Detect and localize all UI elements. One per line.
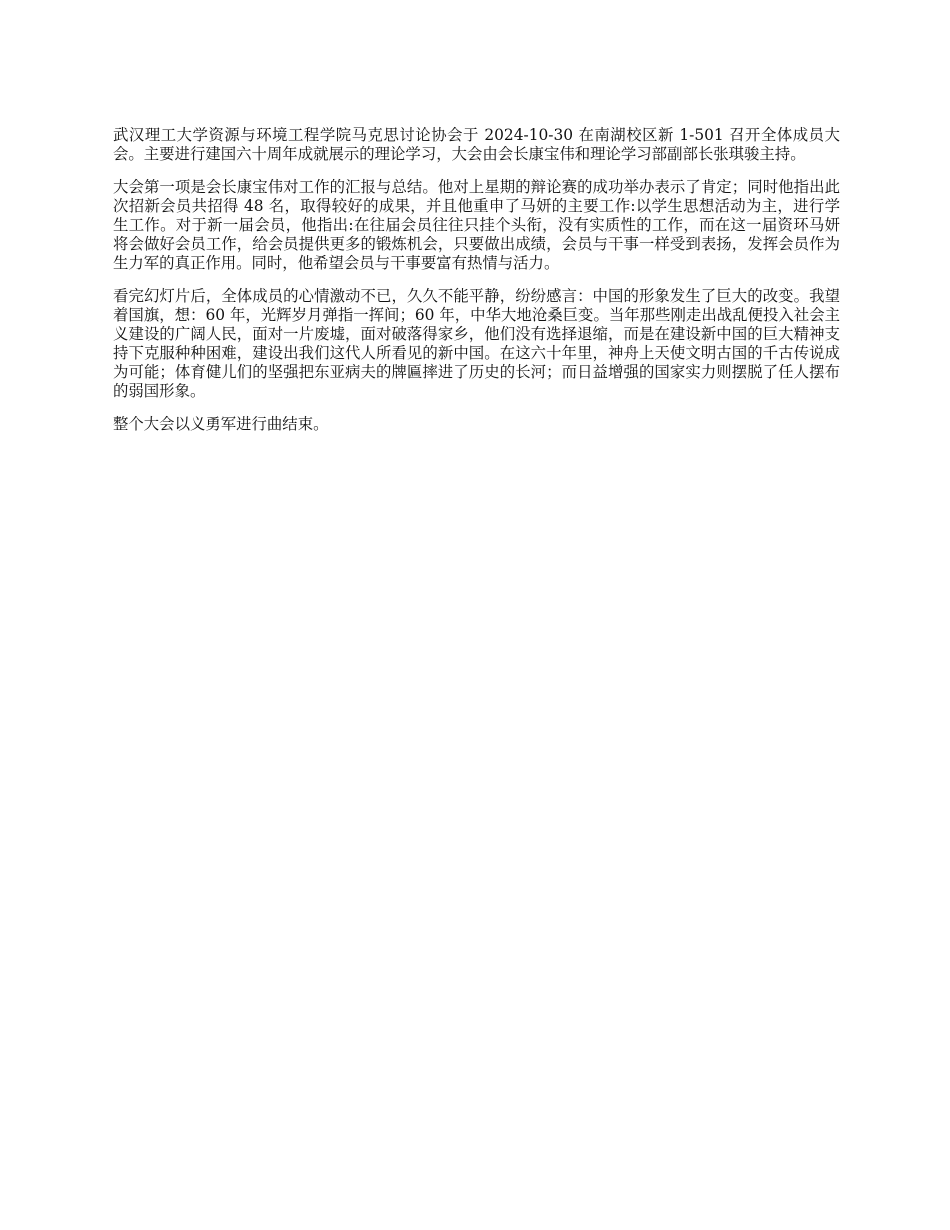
paragraph-president-report: 大会第一项是会长康宝伟对工作的汇报与总结。他对上星期的辩论赛的成功举办表示了肯定；同时他指出此次招新会员共招得 48 名，取得较好的成果，并且他重申了马妍的主要工作:以学生思想活动为主，进行学生工作。对于新一届会员，他指出:在往届会员往往只挂个头衔，没有实质性的工作，而在这一届资环马妍将会做好会员工作，给会员提供更多的锻炼机会，只要做出成绩，会员与干事一样受到表扬，发挥会员作为生力军的真正作用。同时，他希望会员与干事要富有热情与活力。 <box>113 178 840 272</box>
paragraph-member-reflections: 看完幻灯片后，全体成员的心情激动不已，久久不能平静，纷纷感言：中国的形象发生了巨大的改变。我望着国旗，想：60 年，光辉岁月弹指一挥间；60 年，中华大地沧桑巨变。当年那些刚走出战乱便投入社会主义建设的广阔人民，面对一片废墟，面对破落得家乡，他们没有选择退缩，而是在建设新中国的巨大精神支持下克服种种困难，建设出我们这代人所看见的新中国。在这六十年里，神舟上天使文明古国的千古传说成为可能；体育健儿们的坚强把东亚病夫的牌匾摔进了历史的长河；而日益增强的国家实力则摆脱了任人摆布的弱国形象。 <box>113 287 840 400</box>
paragraph-meeting-intro: 武汉理工大学资源与环境工程学院马克思讨论协会于 2024-10-30 在南湖校区新 1-501 召开全体成员大会。主要进行建国六十周年成就展示的理论学习，大会由会长康宝伟和理论学习部副部长张琪骏主持。 <box>113 126 840 163</box>
document-body <box>113 126 840 448</box>
paragraph-closing: 整个大会以义勇军进行曲结束。 <box>113 415 329 433</box>
